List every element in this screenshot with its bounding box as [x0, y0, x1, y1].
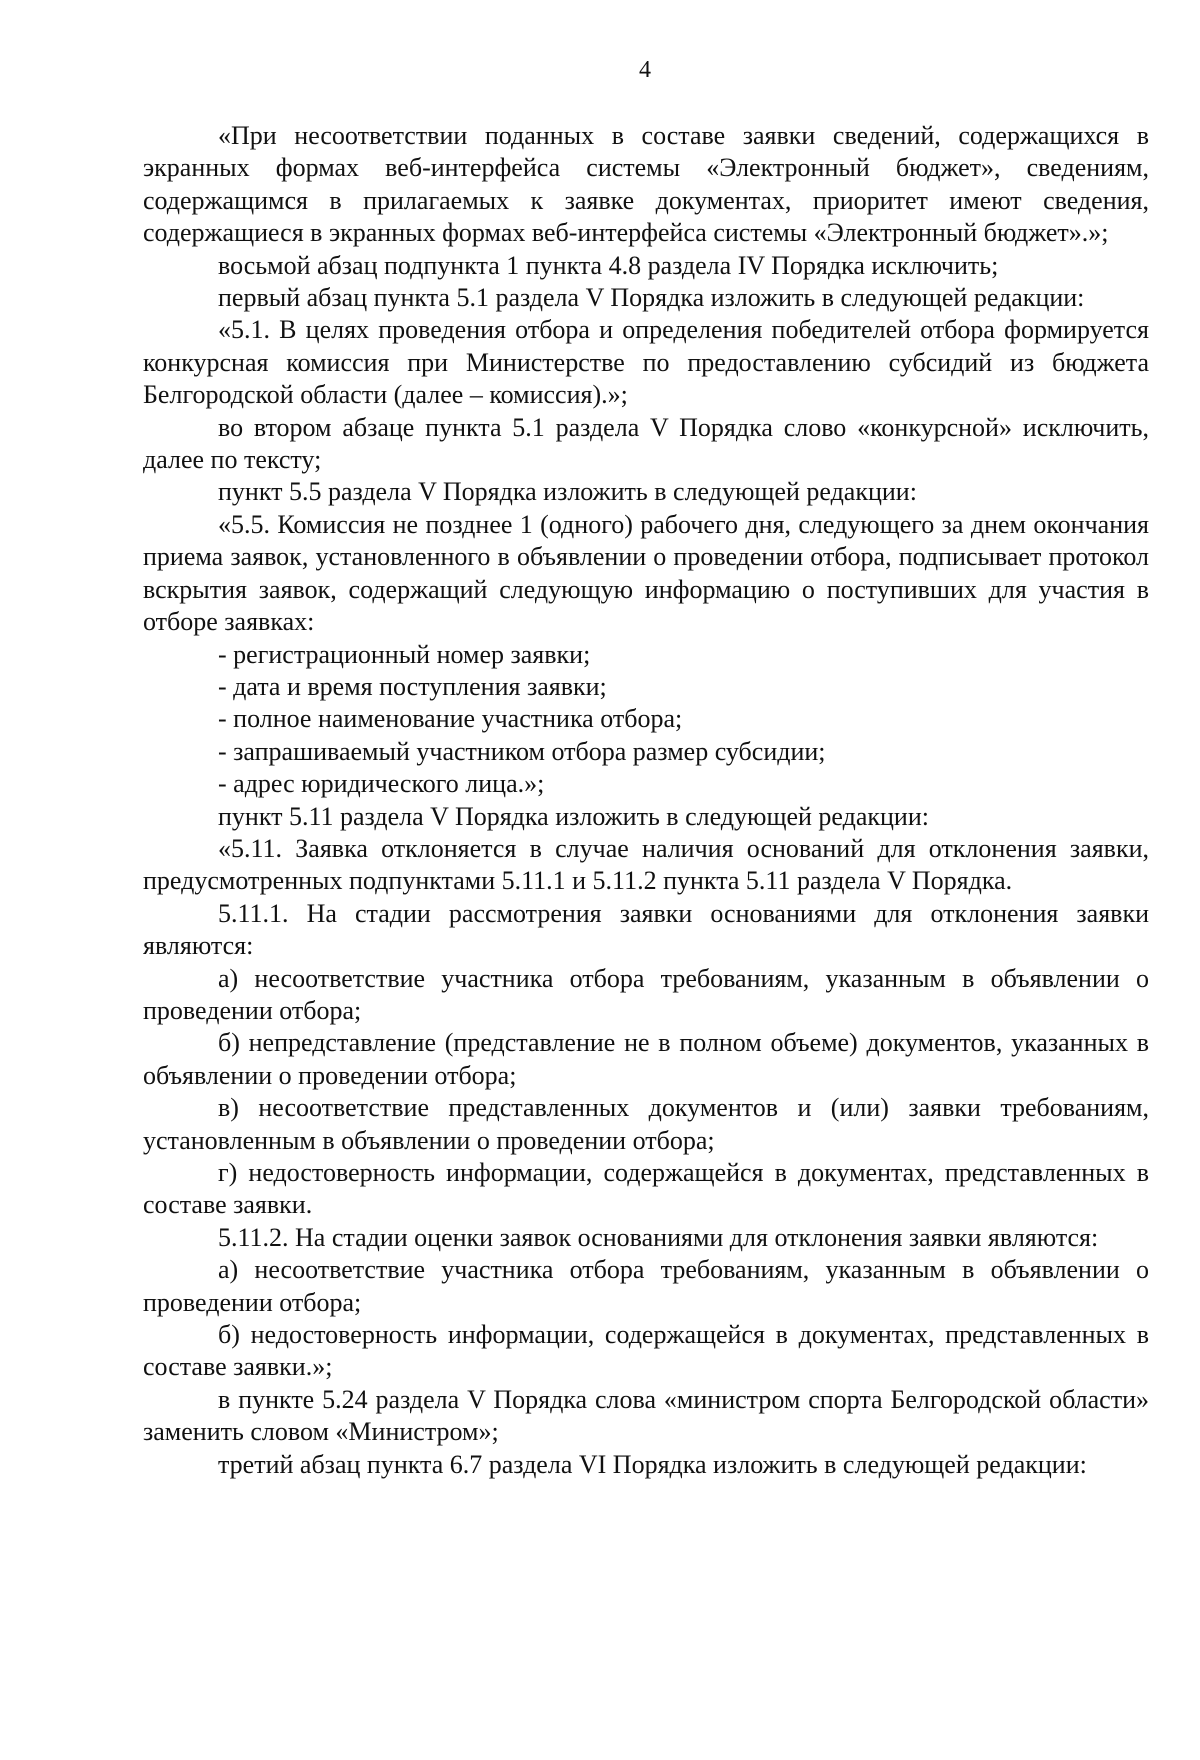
paragraph-9: «5.11. Заявка отклоняется в случае наличия оснований для отклонения заявки, предусмотренных подпунктами 5.11.1 и 5.11.2 пункта 5.11 раздела V Порядка.: [143, 833, 1149, 896]
paragraph-8: пункт 5.11 раздела V Порядка изложить в следующей редакции:: [218, 801, 929, 831]
list-item-2: - дата и время поступления заявки;: [218, 671, 607, 701]
paragraph-7: «5.5. Комиссия не позднее 1 (одного) рабочего дня, следующего за днем окончания приема заявок, установленного в объявлении о проведении отбора, подписывает протокол вскрытия заявок, содержащий следующую информацию о поступивших для участия в отборе заявках:: [143, 509, 1149, 637]
paragraph-4: «5.1. В целях проведения отбора и определения победителей отбора формируется конкурсная комиссия при Министерстве по предоставлению субсидий из бюджета Белгородской области (далее – комиссия).»;: [143, 315, 1149, 410]
list-item-3: - полное наименование участника отбора;: [218, 704, 683, 734]
paragraph-6: пункт 5.5 раздела V Порядка изложить в следующей редакции:: [218, 477, 917, 507]
paragraph-10: 5.11.1. На стадии рассмотрения заявки основаниями для отклонения заявки являются:: [143, 898, 1149, 961]
paragraph-11: а) несоответствие участника отбора требованиям, указанным в объявлении о проведении отбора;: [143, 963, 1149, 1025]
paragraph-14: г) недостоверность информации, содержащейся в документах, представленных в составе заявки.: [143, 1158, 1149, 1220]
paragraph-1: «При несоответствии поданных в составе заявки сведений, содержащихся в экранных формах веб-интерфейса системы «Электронный бюджет», сведениям, содержащимся в прилагаемых к заявке документах, приоритет имеют сведения, содержащиеся в экранных формах веб-интерфейса системы «Электронный бюджет».»;: [143, 121, 1149, 248]
paragraph-16: а) несоответствие участника отбора требованиям, указанным в объявлении о проведении отбора;: [143, 1255, 1149, 1317]
list-item-5: - адрес юридического лица.»;: [218, 769, 545, 799]
paragraph-5: во втором абзаце пункта 5.1 раздела V Порядка слово «конкурсной» исключить, далее по тексту;: [143, 412, 1149, 475]
paragraph-19: третий абзац пункта 6.7 раздела VI Порядка изложить в следующей редакции:: [218, 1449, 1087, 1479]
page-number: 4: [639, 57, 651, 83]
paragraph-3: первый абзац пункта 5.1 раздела V Порядка изложить в следующей редакции:: [218, 283, 1085, 313]
paragraph-2: восьмой абзац подпункта 1 пункта 4.8 раздела IV Порядка исключить;: [218, 250, 999, 280]
list-item-4: - запрашиваемый участником отбора размер субсидии;: [218, 736, 826, 766]
paragraph-17: б) недостоверность информации, содержащейся в документах, представленных в составе заявки.»;: [143, 1320, 1149, 1382]
paragraph-12: б) непредставление (представление не в полном объеме) документов, указанных в объявлении о проведении отбора;: [143, 1028, 1149, 1090]
list-item-1: - регистрационный номер заявки;: [218, 639, 591, 669]
paragraph-13: в) несоответствие представленных документов и (или) заявки требованиям, установленным в объявлении о проведении отбора;: [143, 1093, 1149, 1155]
paragraph-18: в пункте 5.24 раздела V Порядка слова «министром спорта Белгородской области» заменить словом «Министром»;: [143, 1384, 1149, 1447]
document-body: [143, 120, 1149, 1481]
paragraph-15: 5.11.2. На стадии оценки заявок основаниями для отклонения заявки являются:: [218, 1222, 1099, 1252]
